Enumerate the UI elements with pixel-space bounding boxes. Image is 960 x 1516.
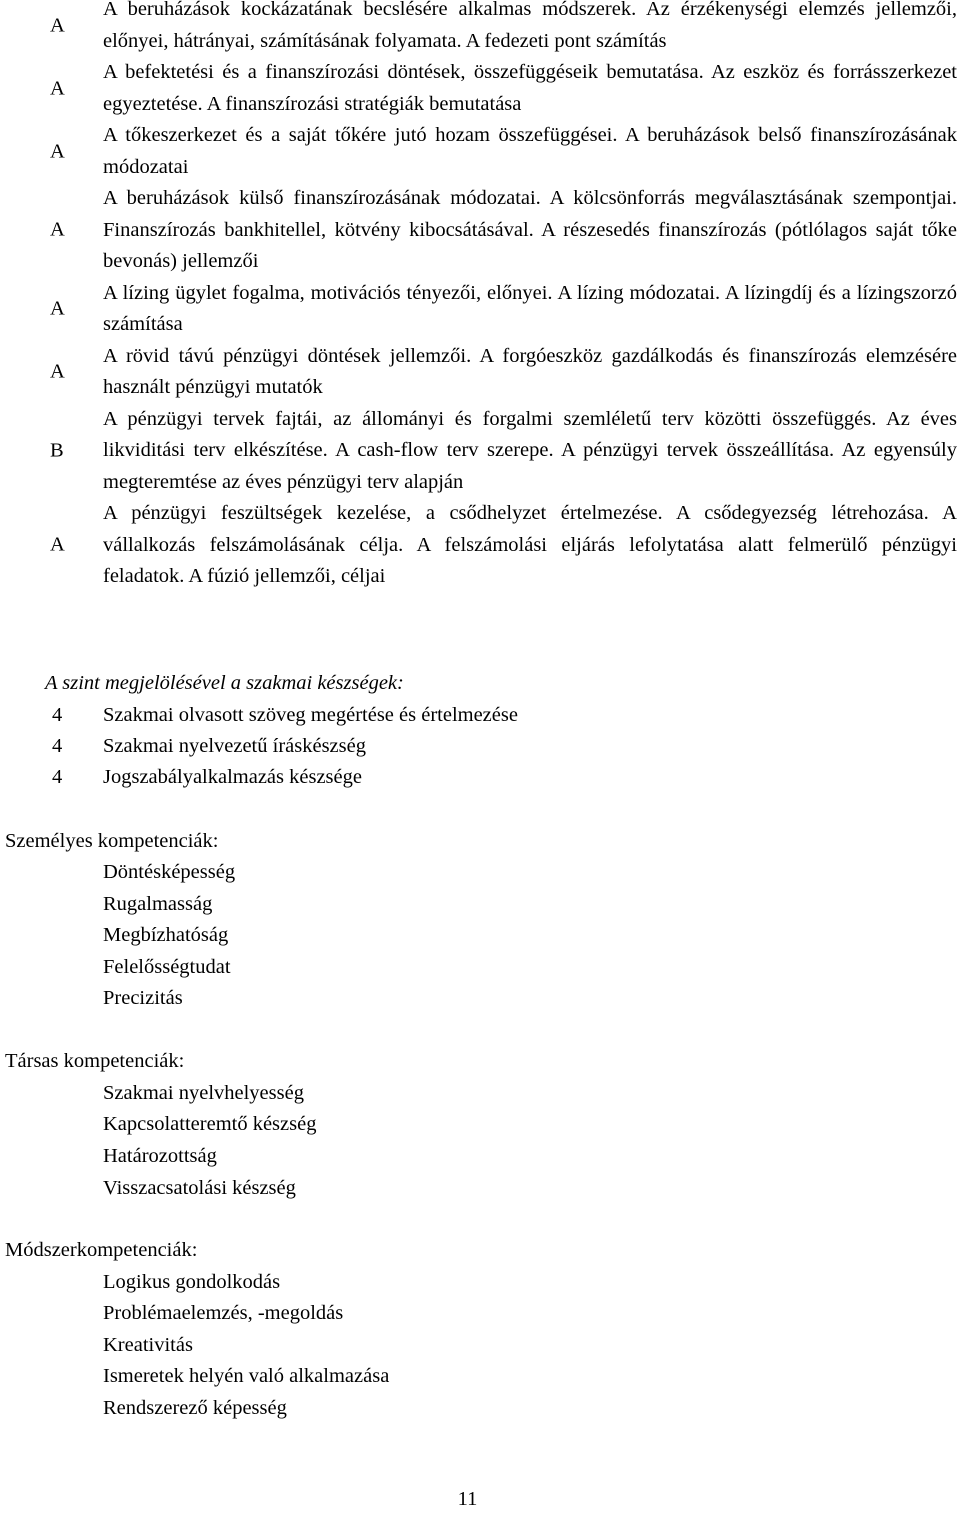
competency-item: Precizitás [103,987,183,1009]
competency-item: Kreativitás [103,1334,193,1356]
topic-text: A lízing ügylet fogalma, motivációs tényezői, előnyei. A lízing módozatai. A lízingdíj és a lízingszorzó számítása [103,281,957,335]
skill-text: Szakmai olvasott szöveg megértése és értelmezése [103,704,518,726]
topic-text: A pénzügyi feszültségek kezelése, a csődhelyzet értelmezése. A csődegyezség létrehozása. A vállalkozás felszámolásának célja. A felszámolási eljárás lefolytatása alatt felmerülő pénzügyi feladatok. A fúzió jellemzői, céljai [103,502,957,587]
topic-text: A beruházások kockázatának becslésére alkalmas módszerek. Az érzékenységi elemzés jellemzői, előnyei, hátrányai, számításának folyamata. A fedezeti pont számítás [103,0,957,52]
topic-row [0,278,960,341]
topic-level: A [50,13,65,36]
topic-row [0,57,960,120]
skill-level: 4 [52,704,63,726]
skills-title: A szint megjelölésével a szakmai készségek: [45,672,404,694]
competency-item: Kapcsolatteremtő készség [103,1113,317,1135]
competency-item: Ismeretek helyén való alkalmazása [103,1365,390,1387]
skill-level: 4 [52,735,63,757]
method-competencies-heading: Módszerkompetenciák: [5,1239,198,1261]
page-number: 11 [457,1488,478,1510]
competency-item: Rendszerező képesség [103,1397,287,1419]
topic-level: A [50,76,65,99]
personal-competencies-heading: Személyes kompetenciák: [5,830,219,852]
competency-item: Visszacsatolási készség [103,1177,296,1199]
competency-item: Határozottság [103,1145,217,1167]
competency-item: Problémaelemzés, -megoldás [103,1302,344,1324]
competency-item: Felelősségtudat [103,956,231,978]
skill-text: Jogszabályalkalmazás készsége [103,766,362,788]
competency-item: Logikus gondolkodás [103,1271,281,1293]
topic-level: A [50,360,65,383]
competency-item: Döntésképesség [103,861,236,883]
topic-text: A rövid távú pénzügyi döntések jellemzői. A forgóeszköz gazdálkodás és finanszírozás elemzésére használt pénzügyi mutatók [103,344,957,398]
topic-row [0,404,960,499]
topic-text: A tőkeszerkezet és a saját tőkére jutó hozam összefüggései. A beruházások belső finanszírozásának módozatai [103,124,957,178]
topic-row [0,341,960,404]
social-competencies-heading: Társas kompetenciák: [5,1050,185,1072]
topic-table [0,0,960,592]
skill-text: Szakmai nyelvezetű íráskészség [103,735,366,757]
competency-item: Szakmai nyelvhelyesség [103,1082,304,1104]
topic-row [0,498,960,592]
competency-item: Rugalmasság [103,893,213,915]
topic-row [0,0,960,57]
topic-level: A [50,218,65,241]
skill-level: 4 [52,766,63,788]
topic-level: A [50,297,65,320]
topic-text: A befektetési és a finanszírozási döntések, összefüggéseik bemutatása. Az eszköz és forrásszerkezet egyeztetése. A finanszírozási stratégiák bemutatása [103,61,957,115]
topic-row [0,120,960,183]
topic-level: A [50,139,65,162]
competency-item: Megbízhatóság [103,924,229,946]
topic-level: A [50,533,65,556]
topic-text: A beruházások külső finanszírozásának módozatai. A kölcsönforrás megválasztásának szempontjai. Finanszírozás bankhitellel, kötvény kibocsátásával. A részesedés finanszírozás (pótlólagos saját tőke bevonás) jellemzői [103,187,957,272]
topic-level: B [50,439,64,461]
topic-row [0,183,960,278]
topic-text: A pénzügyi tervek fajtái, az állományi és forgalmi szemléletű terv közötti összefüggés. Az éves likviditási terv elkészítése. A cash-flow terv szerepe. A pénzügyi tervek összeállítása. Az egyensúly megteremtése az éves pénzügyi terv alapján [103,407,957,493]
